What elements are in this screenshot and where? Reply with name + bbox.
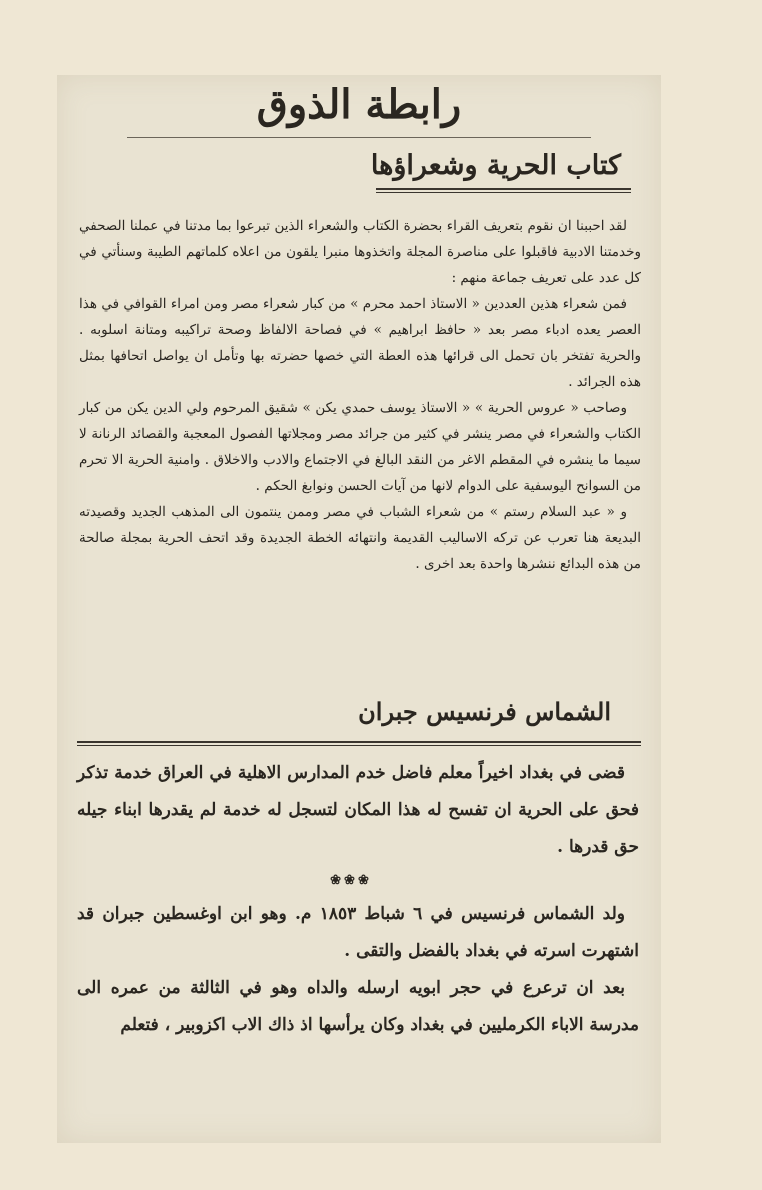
intro-text bbox=[79, 213, 641, 577]
article-divider-secondary bbox=[77, 745, 641, 746]
scanned-page bbox=[57, 75, 661, 1143]
article-title: الشماس فرنسيس جبران bbox=[358, 697, 611, 726]
intro-paragraph: لقد احببنا ان نقوم بتعريف القراء بحضرة الكتاب والشعراء الذين تبرعوا بما مدتنا في عملنا الصحفي وخدمتنا الادبية فاقبلوا على مناصرة المجلة واتخذوها منبرا يلقون من اعلاه كلماتهم الطيبة وسنأتي في كل عدد على تعريف جماعة منهم : bbox=[79, 218, 641, 286]
article-body bbox=[77, 755, 639, 1044]
section-title: كتاب الحرية وشعراؤها bbox=[370, 150, 621, 181]
article-paragraph: بعد ان ترعرع في حجر ابويه ارسله والداه وهو في الثالثة من عمره الى مدرسة الاباء الكرمليين في بغداد وكان يرأسها اذ ذاك الاب اكزوبير ، فتعلم bbox=[77, 978, 639, 1035]
title-divider bbox=[127, 137, 591, 138]
ornament-separator: ❀❀❀ bbox=[330, 873, 372, 888]
page-title: رابطة الذوق bbox=[256, 81, 462, 128]
intro-paragraph: و « عبد السلام رستم » من شعراء الشباب في مصر وممن ينتمون الى المذهب الجديد وقصيدته البديعة هنا تعرب عن تركه الاساليب القديمة وانتهائه الخطة الجديدة وقد اتحف الحرية بمجلة صالحة من هذه البدائع ننشرها واحدة بعد اخرى . bbox=[79, 504, 641, 572]
article-divider bbox=[77, 741, 641, 743]
article-paragraph: ولد الشماس فرنسيس في ٦ شباط ١٨٥٣ م. وهو ابن اوغسطين جبران قد اشتهرت اسرته في بغداد بالفضل والتقى . bbox=[77, 904, 639, 961]
intro-paragraph: وصاحب « عروس الحرية » « الاستاذ يوسف حمدي يكن » شقيق المرحوم ولي الدين يكن من كبار الكتاب والشعراء في مصر ينشر في كثير من جرائد مصر ومجلاتها الفصول المعجبة والقصائد الرنانة لا سيما ما ينشره في المقطم الاغر من النقد البالغ في الاجتماع والادب والاخلاق . وامنية الحرية الا تحرم من السوانح اليوسفية على الدوام لانها من آيات الحسن ونوابغ الحكم . bbox=[79, 400, 641, 494]
article-paragraph: قضى في بغداد اخيراً معلم فاضل خدم المدارس الاهلية في العراق خدمة تذكر فحق على الحرية ان تفسح له هذا المكان لتسجل له خدمة لم يقدرها ابناء جيله حق قدرها . bbox=[77, 763, 639, 857]
section-divider-secondary bbox=[376, 192, 631, 193]
intro-paragraph: فمن شعراء هذين العددين « الاستاذ احمد محرم » من كبار شعراء مصر ومن امراء القوافي في هذا العصر يعده ادباء مصر بعد « حافظ ابراهيم » في فصاحة الالفاظ وصحة تراكيبه ومتانة اسلوبه . والحرية تفتخر بان تحمل الى قرائها هذه العطة التي خصها حضرته بها وتأمل ان يواصل اتحافها بمثل هذه الجرائد . bbox=[79, 296, 641, 390]
section-divider bbox=[376, 188, 631, 190]
